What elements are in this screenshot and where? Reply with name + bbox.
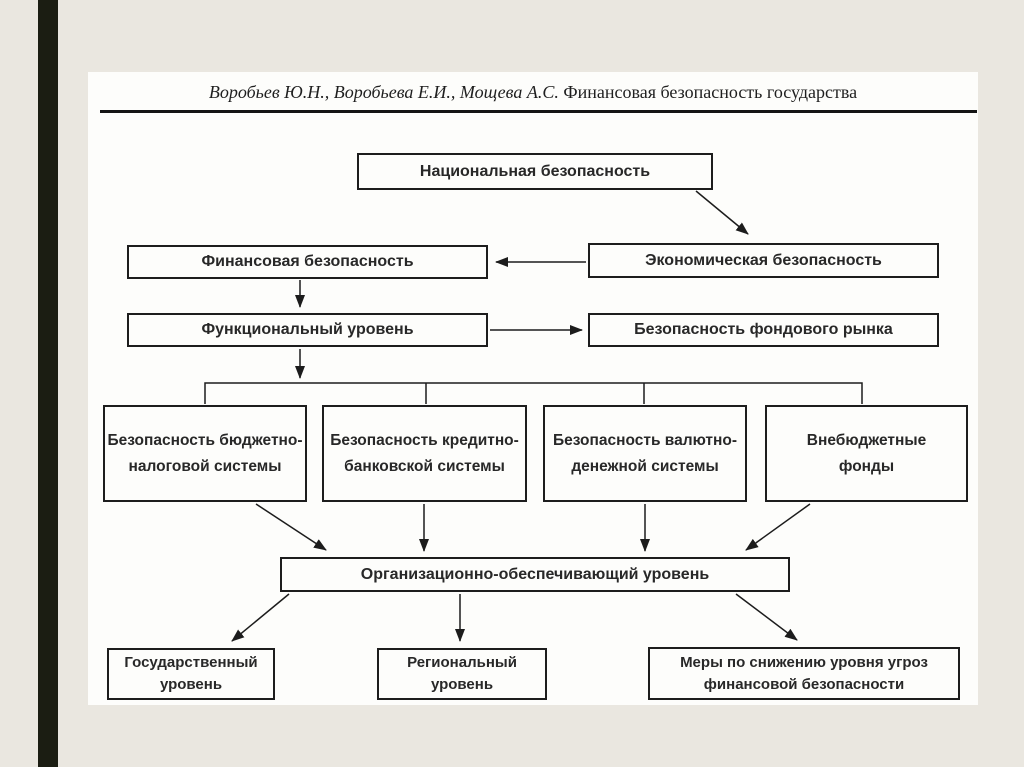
node-stock-market-security <box>588 313 939 347</box>
node-label: Государственный уровень <box>124 654 258 693</box>
node-label: Организационно-обеспечивающий уровень <box>360 565 710 583</box>
node-label: Функциональный уровень <box>201 321 414 338</box>
node-regional-level <box>377 648 547 700</box>
node-label: Меры по снижению уровня угроз финансовой безопасности <box>680 653 928 693</box>
node-label: Безопасность кредитно-банковской системы <box>330 431 519 475</box>
node-organizational-level <box>280 557 790 592</box>
node-label: Региональный уровень <box>407 654 517 693</box>
left-accent-stripe <box>38 0 58 767</box>
node-currency-monetary-security <box>543 405 747 502</box>
node-state-level <box>107 648 275 700</box>
node-label: Безопасность валютно-денежной системы <box>552 431 738 475</box>
node-label: Безопасность бюджетно-налоговой системы <box>107 431 303 475</box>
node-label: Экономическая безопасность <box>645 251 882 269</box>
node-label: Безопасность фондового рынка <box>634 321 893 338</box>
node-functional-level <box>127 313 488 347</box>
node-extrabudgetary-funds <box>765 405 968 502</box>
node-budget-tax-security <box>103 405 307 502</box>
node-financial-security <box>127 245 488 279</box>
node-economic-security <box>588 243 939 278</box>
node-threat-reduction-measures <box>648 647 960 700</box>
header-title: Финансовая безопасность государства <box>563 82 858 102</box>
header-authors: Воробьев Ю.Н., Воробьева Е.И., Мощева А.С. <box>208 82 559 102</box>
node-national-security <box>357 153 713 190</box>
node-label: Финансовая безопасность <box>201 253 414 270</box>
node-label: Национальная безопасность <box>419 162 651 180</box>
header-divider <box>100 110 977 113</box>
slide-header <box>88 82 978 103</box>
node-credit-banking-security <box>322 405 527 502</box>
node-label: Внебюджетные фонды <box>806 431 927 475</box>
